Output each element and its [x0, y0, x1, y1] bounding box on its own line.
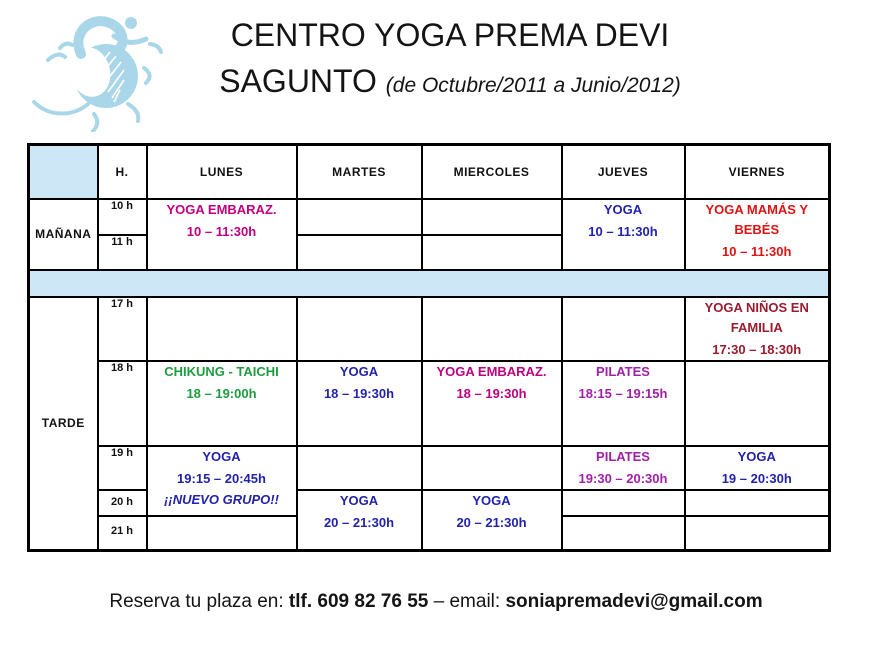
class-time: 20 – 21:30h	[323, 514, 395, 530]
class-time: 19 – 20:30h	[721, 470, 792, 486]
cell-miercoles-11h-empty	[422, 235, 562, 270]
cell-lunes-21h-empty	[147, 516, 297, 551]
cell-lunes-18h	[147, 361, 297, 446]
hour-cell-20h: 20 h	[98, 490, 147, 516]
city-name: SAGUNTO	[219, 63, 377, 99]
footer-email: soniapremadevi@gmail.com	[505, 591, 763, 612]
corner-cell	[29, 145, 98, 199]
cell-viernes-17h	[685, 297, 830, 361]
cell-martes-10h-empty	[297, 199, 422, 235]
class-time: 10 – 11:30h	[722, 243, 792, 259]
cell-viernes-19h	[685, 446, 830, 490]
cell-jueves-17h-empty	[562, 297, 685, 361]
hour-cell-19h: 19 h	[98, 446, 147, 490]
class-name: PILATES	[596, 448, 650, 464]
class-time: 20 – 21:30h	[456, 514, 527, 530]
column-header-miercoles: MIERCOLES	[422, 145, 562, 199]
class-time: 17:30 – 18:30h	[712, 341, 802, 357]
row-17h	[29, 297, 830, 361]
column-header-h: H.	[98, 145, 147, 199]
class-name: CHIKUNG - TAICHI	[164, 363, 279, 379]
class-name: YOGA	[339, 492, 379, 508]
row-10h	[29, 199, 830, 235]
class-name: YOGA EMBARAZ.	[166, 201, 277, 217]
cell-lunes-19h	[147, 446, 297, 516]
hour-cell-17h: 17 h	[98, 297, 147, 361]
column-header-viernes: VIERNES	[685, 145, 830, 199]
class-time: 10 – 11:30h	[186, 223, 257, 239]
row-19h	[29, 446, 830, 490]
schedule-table	[27, 143, 831, 552]
class-time: 18 – 19:00h	[186, 385, 257, 401]
separator-band	[29, 270, 830, 297]
row-18h	[29, 361, 830, 446]
class-time: 18 – 19:30h	[456, 385, 527, 401]
hour-cell-18h: 18 h	[98, 361, 147, 446]
cell-jueves-20h-empty	[562, 490, 685, 516]
separator-row	[29, 270, 830, 297]
class-name: YOGA MAMÁS Y BEBÉS	[705, 201, 809, 237]
cell-viernes-manana	[685, 199, 830, 270]
class-name: PILATES	[596, 363, 650, 379]
cell-jueves-21h-empty	[562, 516, 685, 551]
cell-miercoles-20h	[422, 490, 562, 551]
class-time: 10 – 11:30h	[588, 223, 658, 239]
class-time: 19:15 – 20:45h	[177, 470, 266, 486]
cell-viernes-18h-empty	[685, 361, 830, 446]
class-name: YOGA	[737, 448, 776, 464]
cell-viernes-20h-empty	[685, 490, 830, 516]
hour-cell-11h: 11 h	[98, 235, 147, 270]
class-note: ¡¡NUEVO GRUPO!!	[164, 491, 279, 507]
class-name: YOGA NIÑOS EN FAMILIA	[704, 299, 809, 335]
class-time: 18 – 19:30h	[323, 385, 395, 401]
class-name: YOGA	[202, 448, 241, 464]
footer-phone: tlf. 609 82 76 55	[288, 591, 429, 612]
cell-martes-19h-empty	[297, 446, 422, 490]
class-name: YOGA	[472, 492, 511, 508]
cell-miercoles-18h	[422, 361, 562, 446]
cell-miercoles-17h-empty	[422, 297, 562, 361]
class-time: 18:15 – 19:15h	[578, 385, 668, 401]
page-title-city	[150, 62, 750, 105]
class-name: YOGA	[339, 363, 379, 379]
cell-martes-18h	[297, 361, 422, 446]
hour-cell-21h: 21 h	[98, 516, 147, 551]
column-header-lunes: LUNES	[147, 145, 297, 199]
title-block	[150, 16, 750, 105]
season-subtitle: (de Octubre/2011 a Junio/2012)	[385, 74, 681, 97]
row-group-manana: MAÑANA	[29, 199, 98, 270]
class-time: 19:30 – 20:30h	[578, 470, 668, 486]
cell-viernes-21h-empty	[685, 516, 830, 551]
booking-footer	[0, 591, 872, 613]
class-name: YOGA EMBARAZ.	[436, 363, 547, 379]
cell-lunes-manana	[147, 199, 297, 270]
page-title: CENTRO YOGA PREMA DEVI	[230, 17, 670, 53]
row-group-tarde: TARDE	[29, 297, 98, 551]
column-header-jueves: JUEVES	[562, 145, 685, 199]
hour-cell-10h: 10 h	[98, 199, 147, 235]
cell-miercoles-19h-empty	[422, 446, 562, 490]
header-row	[29, 145, 830, 199]
cell-jueves-manana	[562, 199, 685, 270]
cell-lunes-17h-empty	[147, 297, 297, 361]
class-name: YOGA	[603, 201, 643, 217]
cell-miercoles-10h-empty	[422, 199, 562, 235]
footer-email-label: – email:	[428, 591, 506, 612]
footer-reserva-text: Reserva tu plaza en:	[109, 591, 289, 612]
column-header-martes: MARTES	[297, 145, 422, 199]
cell-martes-11h-empty	[297, 235, 422, 270]
cell-martes-17h-empty	[297, 297, 422, 361]
cell-jueves-18h	[562, 361, 685, 446]
cell-martes-20h	[297, 490, 422, 551]
cell-jueves-19h	[562, 446, 685, 490]
